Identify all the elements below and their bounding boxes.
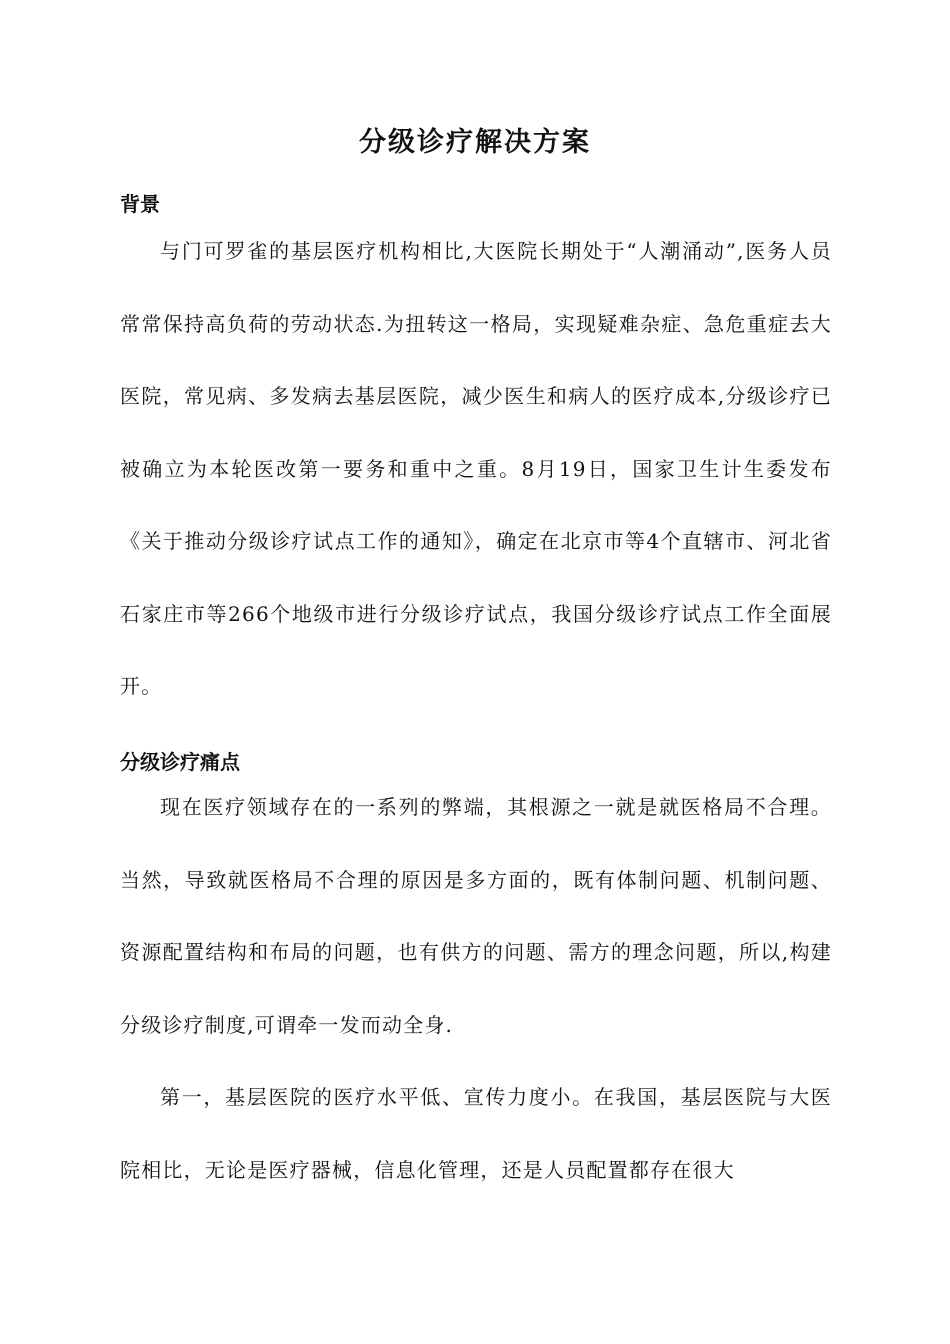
background-paragraph: 与门可罗雀的基层医疗机构相比,大医院长期处于“人潮涌动”,医务人员常常保持高负荷的劳动状态.为扭转这一格局，实现疑难杂症、急危重症去大医院，常见病、多发病去基层医院，减少医生和病人的医疗成本,分级诊疗已被确立为本轮医改第一要务和重中之重。8月19日，国家卫生计生委发布《关于推动分级诊疗试点工作的通知》，确定在北京市等4个直辖市、河北省石家庄市等266个地级市进行分级诊疗试点，我国分级诊疗试点工作全面展开。 [120,239,832,698]
pain-points-paragraph-1: 现在医疗领域存在的一系列的弊端，其根源之一就是就医格局不合理。当然，导致就医格局不合理的原因是多方面的，既有体制问题、机制问题、资源配置结构和布局的问题，也有供方的问题、需方的理念问题，所以,构建分级诊疗制度,可谓牵一发而动全身. [120,795,832,1037]
document-title: 分级诊疗解决方案 [359,127,591,158]
pain-points-paragraph-2: 第一，基层医院的医疗水平低、宣传力度小。在我国，基层医院与大医院相比，无论是医疗器械，信息化管理，还是人员配置都存在很大 [120,1085,832,1182]
section-heading-pain-points: 分级诊疗痛点 [120,750,240,774]
section-heading-background: 背景 [120,192,160,216]
